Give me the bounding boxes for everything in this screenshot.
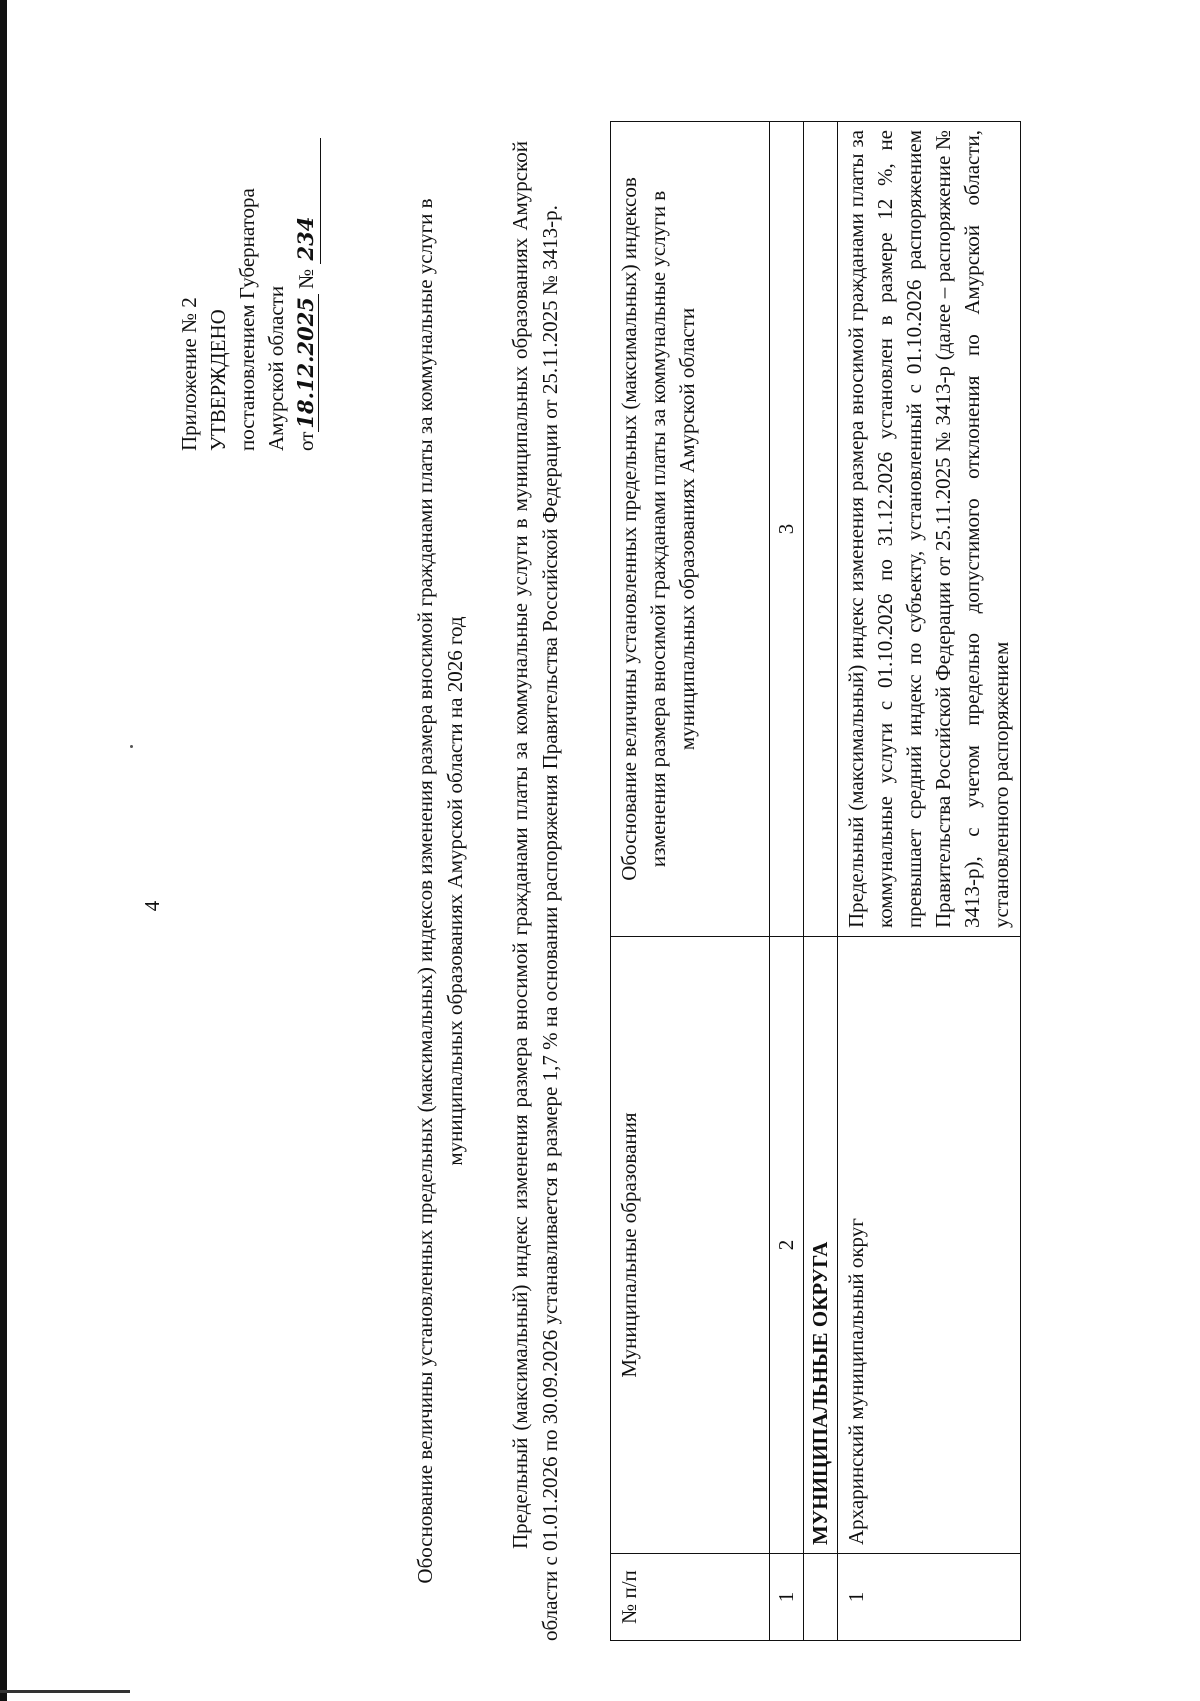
section-title: МУНИЦИПАЛЬНЫЕ ОКРУГА bbox=[804, 937, 838, 1554]
row-justification: Предельный (максимальный) индекс изменения размера вносимой гражданами платы за коммунальные услуги с 01.10.2026 по 31.12.2026 установлен в размере 12 %, не превышает средний индекс по субъекту, установленный с 01.10.2026 распоряжением Правительства Российской Федерации от 25.11.2025 № 3413-р (далее – распоряжение № 3413-р), с учетом предельно допустимого отклонения по Амурской области, установленного распоряжением bbox=[838, 122, 1021, 937]
section-num-cell bbox=[804, 1554, 838, 1641]
column-index: 1 bbox=[770, 1554, 804, 1641]
page-number: 4 bbox=[140, 900, 164, 912]
justification-table bbox=[610, 121, 1021, 1641]
table-header-row bbox=[611, 122, 770, 1641]
section-empty-cell bbox=[804, 122, 838, 937]
document-title: Обоснование величины установленных предельных (максимальных) индексов изменения размера вносимой гражданами платы за коммунальные услуги в муниципальных образованиях Амурской области на 2026 год bbox=[413, 198, 467, 1584]
approved-label: УТВЕРЖДЕНО bbox=[206, 309, 230, 451]
from-label: от bbox=[294, 431, 318, 451]
column-index-row bbox=[770, 122, 804, 1641]
header-justification: Обоснование величины установленных предельных (максимальных) индексов изменения размера вносимой гражданами платы за коммунальные услуги в муниципальных образованиях Амурской области bbox=[611, 122, 770, 937]
resolution-label: постановлением Губернатора bbox=[235, 188, 259, 451]
column-index: 3 bbox=[770, 122, 804, 937]
column-index: 2 bbox=[770, 937, 804, 1554]
number-label: № bbox=[294, 268, 318, 289]
header-municipality: Муниципальные образования bbox=[611, 937, 770, 1554]
approval-date-line bbox=[291, 91, 321, 451]
approval-number: 234 bbox=[291, 138, 321, 264]
intro-paragraph: Предельный (максимальный) индекс изменения размера вносимой гражданами платы за коммунальные услуги в муниципальных образованиях Амурской области с 01.01.2026 по 30.09.2026 устанавливается в размере 1,7 % на основании распоряжения Правительства Российской Федерации от 25.11.2025 № 3413-р. bbox=[508, 141, 562, 1641]
appendix-label: Приложение № 2 bbox=[177, 297, 201, 451]
row-num: 1 bbox=[838, 1554, 1021, 1641]
row-municipality: Архаринский муниципальный округ bbox=[838, 937, 1021, 1554]
table-row bbox=[838, 122, 1021, 1641]
approval-block bbox=[175, 91, 321, 451]
region-label: Амурской области bbox=[264, 285, 288, 451]
section-row bbox=[804, 122, 838, 1641]
header-num: № п/п bbox=[611, 1554, 770, 1641]
approval-date: 18.12.2025 bbox=[293, 294, 319, 432]
